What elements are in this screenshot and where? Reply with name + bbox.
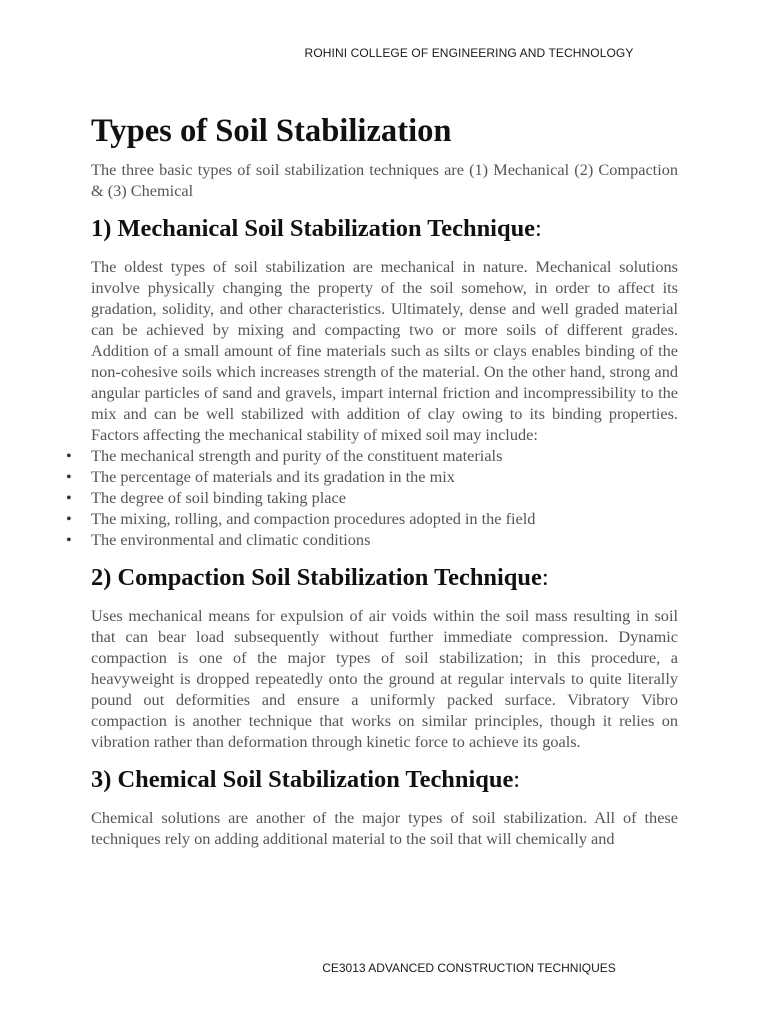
list-item: [66, 529, 678, 550]
list-item: [66, 508, 678, 529]
page-header: ROHINI COLLEGE OF ENGINEERING AND TECHNOLOGY: [304, 46, 634, 60]
compaction-paragraph: Uses mechanical means for expulsion of air voids within the soil mass resulting in soil that can bear load subsequently without further immediate compression. Dynamic compaction is one of the major types of soil stabilization; in this procedure, a heavyweight is dropped repeatedly onto the ground at regular intervals to quite literally pound out deformities and ensure a uniformly packed surface. Vibratory Vibro compaction is another technique that works on similar principles, though it relies on vibration rather than deformation through kinetic force to achieve its goals.: [91, 606, 678, 751]
bullet-icon: •: [66, 467, 72, 486]
bullet-icon: •: [66, 488, 72, 507]
section-heading-chemical: [91, 766, 678, 793]
list-item-text: The environmental and climatic conditions: [91, 530, 371, 549]
list-item: [66, 487, 678, 508]
section-heading-compaction: [91, 564, 678, 591]
section-heading-text: 3) Chemical Soil Stabilization Technique: [91, 766, 514, 793]
bullet-icon: •: [66, 530, 72, 549]
heading-colon: :: [535, 215, 542, 242]
intro-paragraph: The three basic types of soil stabilization techniques are (1) Mechanical (2) Compaction & (3) Chemical: [91, 160, 678, 200]
chemical-paragraph: Chemical solutions are another of the major types of soil stabilization. All of these techniques rely on adding additional material to the soil that will chemically and: [91, 808, 678, 848]
list-item-text: The mixing, rolling, and compaction procedures adopted in the field: [91, 509, 536, 528]
list-item-text: The degree of soil binding taking place: [91, 488, 346, 507]
list-item-text: The mechanical strength and purity of the constituent materials: [91, 446, 503, 465]
page-title: Types of Soil Stabilization: [91, 113, 452, 149]
mechanical-paragraph: The oldest types of soil stabilization are mechanical in nature. Mechanical solutions involve physically changing the property of the soil somehow, in order to affect its gradation, solidity, and other characteristics. Ultimately, dense and well graded material can be achieved by mixing and compacting two or more soils of different grades. Addition of a small amount of fine materials such as silts or clays enables binding of the non-cohesive soils which increases strength of the material. On the other hand, strong and angular particles of sand and gravels, impart internal friction and incompressibility to the mix and can be well stabilized with addition of clay owing to its binding properties. Factors affecting the mechanical stability of mixed soil may include:: [91, 257, 678, 444]
section-heading-mechanical: [91, 215, 678, 242]
list-item-text: The percentage of materials and its gradation in the mix: [91, 467, 455, 486]
bullet-icon: •: [66, 509, 72, 528]
factors-list: [66, 445, 678, 550]
list-item: [66, 445, 678, 466]
list-item: [66, 466, 678, 487]
bullet-icon: •: [66, 446, 72, 465]
document-body: [66, 113, 678, 849]
heading-colon: :: [541, 564, 549, 591]
section-heading-text: 1) Mechanical Soil Stabilization Technique: [91, 215, 536, 242]
section-heading-text: 2) Compaction Soil Stabilization Technique: [91, 564, 542, 591]
page-footer: CE3013 ADVANCED CONSTRUCTION TECHNIQUES: [322, 961, 616, 975]
heading-colon: :: [513, 766, 521, 793]
